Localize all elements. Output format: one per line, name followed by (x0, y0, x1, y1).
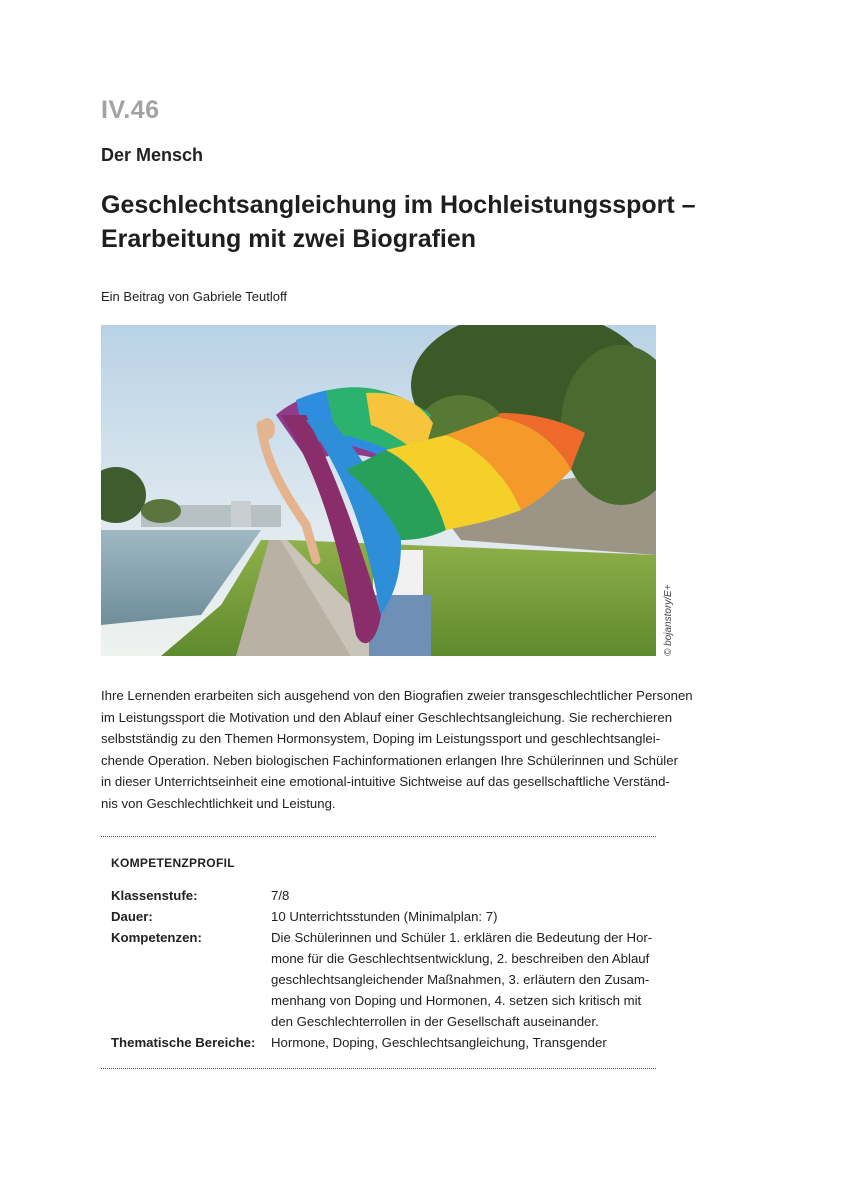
kp-value-line: 10 Unterrichtsstunden (Minimalplan: 7) (271, 909, 498, 924)
kp-value-line: den Geschlechterrollen in der Gesellschaft auseinander. (271, 1014, 599, 1029)
author-line: Ein Beitrag von Gabriele Teutloff (101, 289, 287, 304)
kp-value-line: 7/8 (271, 888, 290, 903)
page-title (101, 188, 701, 256)
kp-value (271, 906, 651, 927)
title-line-1: Geschlechtsangleichung im Hochleistungssport – (101, 191, 696, 219)
kp-value (271, 885, 651, 906)
kp-value-line: menhang von Doping und Hormonen, 4. setzen sich kritisch mit (271, 993, 642, 1008)
kp-label: Kompetenzen: (111, 930, 202, 945)
kompetenzprofil-heading: KOMPETENZPROFIL (111, 856, 235, 870)
kp-value (271, 927, 652, 1032)
kompetenzprofil-table (111, 885, 651, 1053)
kp-row-kompetenzen (111, 927, 651, 1032)
kp-label: Thematische Bereiche: (111, 1035, 256, 1050)
kp-row-thematische-bereiche (111, 1032, 651, 1053)
kp-value-line: mone für die Geschlechtsentwicklung, 2. beschreiben den Ablauf (271, 951, 650, 966)
section-label: Der Mensch (101, 145, 204, 165)
kp-value (271, 1032, 651, 1053)
intro-line: chende Operation. Neben biologischen Fachinformationen erlangen Ihre Schülerinnen und Schüler (101, 752, 678, 768)
divider-bottom (101, 1068, 656, 1069)
page-code: IV.46 (101, 96, 160, 124)
kp-row-dauer (111, 906, 651, 927)
kp-label: Klassenstufe: (111, 888, 198, 903)
cover-photo (101, 325, 656, 656)
intro-line: Ihre Lernenden erarbeiten sich ausgehend von den Biografien zweier transgeschlechtlicher Personen (101, 688, 693, 703)
intro-line: im Leistungssport die Motivation und den Ablauf einer Geschlechtsangleichung. Sie recherchieren (101, 709, 673, 725)
kp-value-line: Die Schülerinnen und Schüler 1. erklären die Bedeutung der Hor- (271, 930, 653, 945)
intro-line: nis von Geschlechtlichkeit und Leistung. (101, 795, 336, 811)
divider-top (101, 836, 656, 837)
intro-line: in dieser Unterrichtseinheit eine emotional-intuitive Sichtweise auf das gesellschaftliche Verständ- (101, 774, 670, 789)
intro-line: selbstständig zu den Themen Hormonsystem, Doping im Leistungssport und geschlechtsanglei- (101, 731, 661, 746)
kp-value-line: geschlechtsangleichender Maßnahmen, 3. erläutern den Zusam- (271, 972, 650, 987)
image-credit: © bojanstory/E+ (663, 584, 674, 656)
title-line-2: Erarbeitung mit zwei Biografien (101, 225, 477, 253)
kp-value-line: Hormone, Doping, Geschlechtsangleichung, Transgender (271, 1035, 607, 1050)
kp-label: Dauer: (111, 909, 153, 924)
kp-row-klassenstufe (111, 885, 651, 906)
intro-paragraph (101, 685, 693, 814)
